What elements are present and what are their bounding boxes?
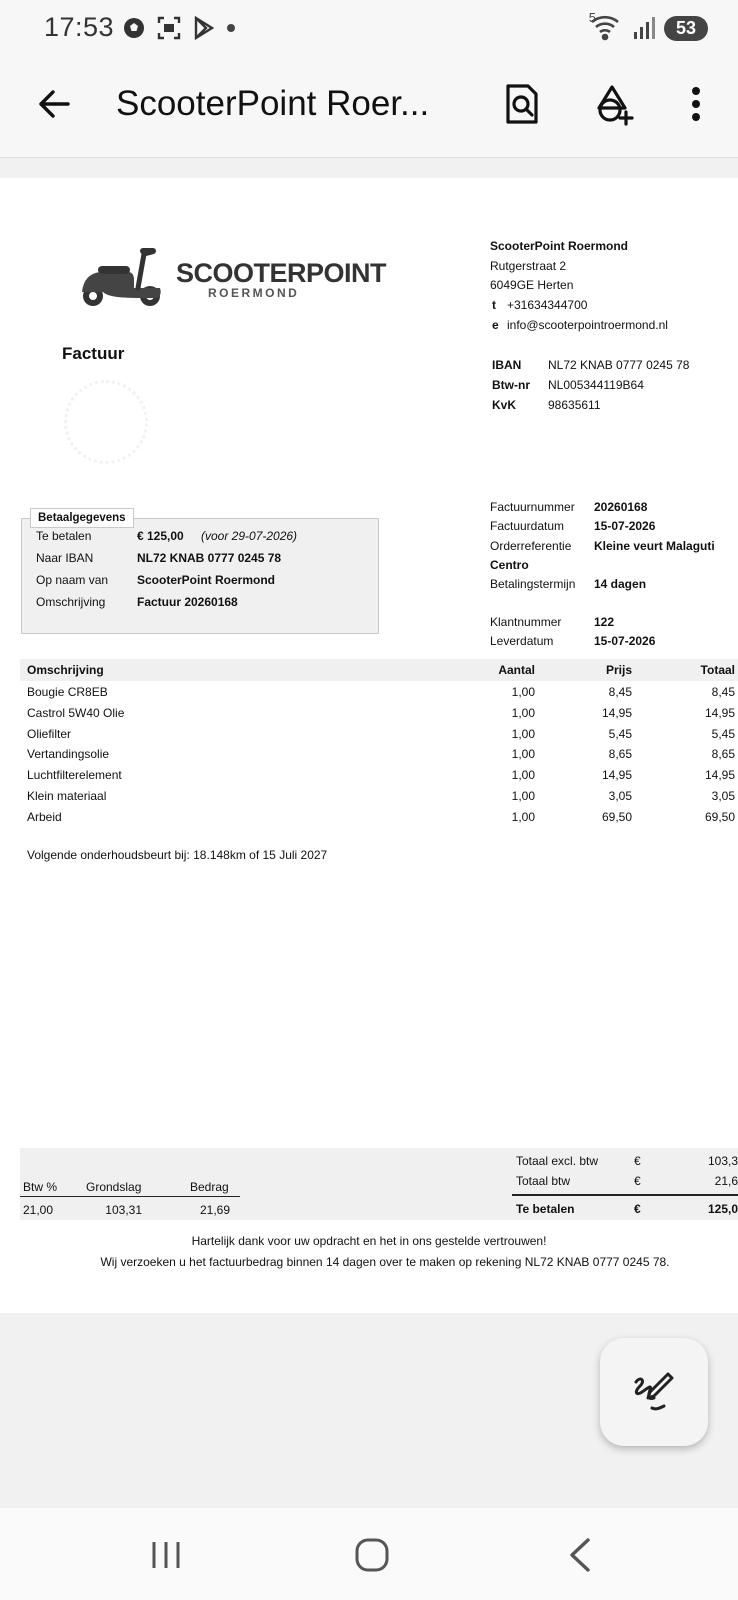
totals-divider bbox=[512, 1194, 738, 1196]
signature-icon bbox=[632, 1370, 676, 1414]
item-total: 5,45 bbox=[711, 726, 735, 741]
status-bar bbox=[0, 0, 738, 56]
thanks-text: Hartelijk dank voor uw opdracht en het in ons gestelde vertrouwen! bbox=[191, 1234, 547, 1248]
item-description: Luchtfilterelement bbox=[27, 768, 122, 783]
vat-header-base: Grondslag bbox=[86, 1180, 142, 1194]
item-price: 69,50 bbox=[601, 809, 632, 824]
delivery-date: 15-07-2026 bbox=[594, 634, 656, 648]
item-quantity: 1,00 bbox=[511, 747, 535, 762]
item-description: Vertandingsolie bbox=[27, 747, 110, 762]
vat-percent: 21,00 bbox=[23, 1203, 54, 1217]
order-reference: Kleine veurt Malaguti bbox=[594, 539, 715, 553]
company-city: 6049GE Herten bbox=[490, 278, 574, 292]
item-price: 3,05 bbox=[608, 789, 632, 803]
customer-number-label: Klantnummer bbox=[490, 615, 562, 629]
invoice-page[interactable] bbox=[0, 178, 738, 1313]
item-quantity: 1,00 bbox=[511, 705, 535, 720]
vat-header-percent: Btw % bbox=[23, 1180, 58, 1194]
invoice-title: Factuur bbox=[62, 344, 125, 363]
item-description: Oliefilter bbox=[27, 726, 72, 741]
table-header-total: Totaal bbox=[700, 663, 735, 677]
company-btw: NL005344119B64 bbox=[548, 378, 644, 392]
total-vat-value: 21,6 bbox=[714, 1174, 738, 1188]
company-name: ScooterPoint Roermond bbox=[490, 239, 629, 253]
sign-fab-button[interactable] bbox=[600, 1338, 708, 1446]
item-total: 14,95 bbox=[704, 705, 735, 720]
item-price: 14,95 bbox=[601, 768, 632, 783]
football-icon bbox=[122, 16, 146, 40]
item-price: 8,45 bbox=[608, 685, 632, 699]
item-total: 8,45 bbox=[711, 685, 735, 699]
payment-label-description: Omschrijving bbox=[36, 595, 106, 609]
payment-label-amount: Te betalen bbox=[36, 529, 92, 543]
item-total: 8,65 bbox=[711, 747, 735, 762]
total-vat-label: Totaal btw bbox=[516, 1174, 571, 1188]
back-arrow-icon[interactable] bbox=[28, 78, 80, 130]
payment-term-label: Betalingstermijn bbox=[490, 577, 576, 591]
item-price: 5,45 bbox=[608, 726, 632, 741]
item-price: 8,65 bbox=[608, 747, 632, 762]
order-reference-label: Orderreferentie bbox=[490, 539, 572, 553]
app-bar bbox=[0, 56, 738, 158]
item-quantity: 1,00 bbox=[511, 726, 535, 741]
screenshot-icon bbox=[156, 15, 182, 41]
back-icon[interactable] bbox=[550, 1532, 610, 1578]
invoice-date: 15-07-2026 bbox=[594, 519, 656, 533]
payment-label-iban: Naar IBAN bbox=[36, 551, 94, 565]
home-icon[interactable] bbox=[342, 1532, 402, 1578]
payment-request-text: Wij verzoeken u het factuurbedrag binnen 14 dagen over te maken op rekening NL72 KNAB 0777 0245 78. bbox=[100, 1255, 670, 1269]
table-header-description: Omschrijving bbox=[27, 663, 104, 677]
total-due-currency: € bbox=[634, 1202, 641, 1216]
watermark-stamp bbox=[64, 380, 148, 464]
total-excl-label: Totaal excl. btw bbox=[516, 1154, 599, 1168]
table-header-quantity: Aantal bbox=[498, 663, 535, 677]
company-email: info@scooterpointroermond.nl bbox=[507, 318, 668, 332]
item-total: 69,50 bbox=[704, 809, 735, 824]
play-store-icon bbox=[192, 15, 216, 41]
payment-name: ScooterPoint Roermond bbox=[137, 573, 276, 587]
invoice-number-label: Factuurnummer bbox=[490, 500, 575, 514]
invoice-date-label: Factuurdatum bbox=[490, 519, 565, 533]
add-shapes-icon[interactable] bbox=[590, 78, 642, 130]
recent-apps-icon[interactable] bbox=[136, 1532, 196, 1578]
item-quantity: 1,00 bbox=[511, 685, 535, 699]
logo-subtitle: ROERMOND bbox=[208, 286, 300, 300]
customer-number: 122 bbox=[594, 615, 615, 629]
iban-label: IBAN bbox=[492, 358, 522, 372]
signal-icon bbox=[632, 15, 656, 41]
item-description: Castrol 5W40 Olie bbox=[27, 705, 125, 720]
item-quantity: 1,00 bbox=[511, 789, 535, 803]
maintenance-note: Volgende onderhoudsbeurt bij: 18.148km of 15 Juli 2027 bbox=[27, 848, 328, 862]
item-total: 3,05 bbox=[711, 789, 735, 803]
total-excl-value: 103,3 bbox=[707, 1154, 738, 1168]
battery-indicator: 53 bbox=[664, 16, 708, 41]
item-description: Bougie CR8EB bbox=[27, 685, 108, 699]
payment-due-note: (voor 29-07-2026) bbox=[201, 529, 298, 543]
search-document-icon[interactable] bbox=[496, 78, 548, 130]
total-vat-currency: € bbox=[634, 1174, 641, 1188]
company-phone: +31634344700 bbox=[507, 298, 588, 312]
dot-icon bbox=[226, 23, 236, 33]
item-quantity: 1,00 bbox=[511, 768, 535, 783]
company-iban: NL72 KNAB 0777 0245 78 bbox=[548, 358, 690, 372]
invoice-number: 20260168 bbox=[594, 500, 648, 514]
vat-base: 103,31 bbox=[105, 1203, 142, 1217]
payment-description: Factuur 20260168 bbox=[137, 595, 238, 609]
more-vert-icon[interactable] bbox=[670, 78, 722, 130]
total-excl-currency: € bbox=[634, 1154, 641, 1168]
payment-label-name: Op naam van bbox=[36, 573, 109, 587]
delivery-date-label: Leverdatum bbox=[490, 634, 554, 648]
wifi-badge: 5 bbox=[588, 10, 596, 25]
btw-label: Btw-nr bbox=[492, 378, 530, 392]
item-total: 14,95 bbox=[704, 768, 735, 783]
item-price: 14,95 bbox=[601, 705, 632, 720]
logo-title: SCOOTERPOINT bbox=[176, 258, 387, 288]
payment-term: 14 dagen bbox=[594, 577, 647, 591]
item-description: Klein materiaal bbox=[27, 789, 107, 803]
company-street: Rutgerstraat 2 bbox=[490, 259, 567, 273]
order-reference-line2: Centro bbox=[490, 558, 529, 572]
item-description: Arbeid bbox=[27, 809, 62, 824]
email-label: e bbox=[492, 318, 499, 332]
status-time: 17:53 bbox=[44, 12, 115, 42]
item-quantity: 1,00 bbox=[511, 809, 535, 824]
payment-amount: € 125,00 bbox=[137, 529, 184, 543]
payment-box-title: Betaalgegevens bbox=[30, 508, 134, 528]
company-kvk: 98635611 bbox=[548, 398, 601, 412]
vat-amount: 21,69 bbox=[199, 1203, 230, 1217]
vat-divider bbox=[20, 1196, 240, 1197]
total-due-label: Te betalen bbox=[516, 1202, 575, 1216]
phone-label: t bbox=[492, 298, 496, 312]
navigation-bar bbox=[0, 1508, 738, 1600]
table-header-price: Prijs bbox=[605, 663, 632, 677]
total-due-value: 125,0 bbox=[707, 1202, 738, 1216]
scooter-logo-icon bbox=[78, 242, 168, 308]
vat-header-amount: Bedrag bbox=[190, 1180, 229, 1194]
payment-iban: NL72 KNAB 0777 0245 78 bbox=[137, 551, 282, 565]
document-title: ScooterPoint Roer... bbox=[116, 84, 430, 123]
kvk-label: KvK bbox=[492, 398, 517, 412]
